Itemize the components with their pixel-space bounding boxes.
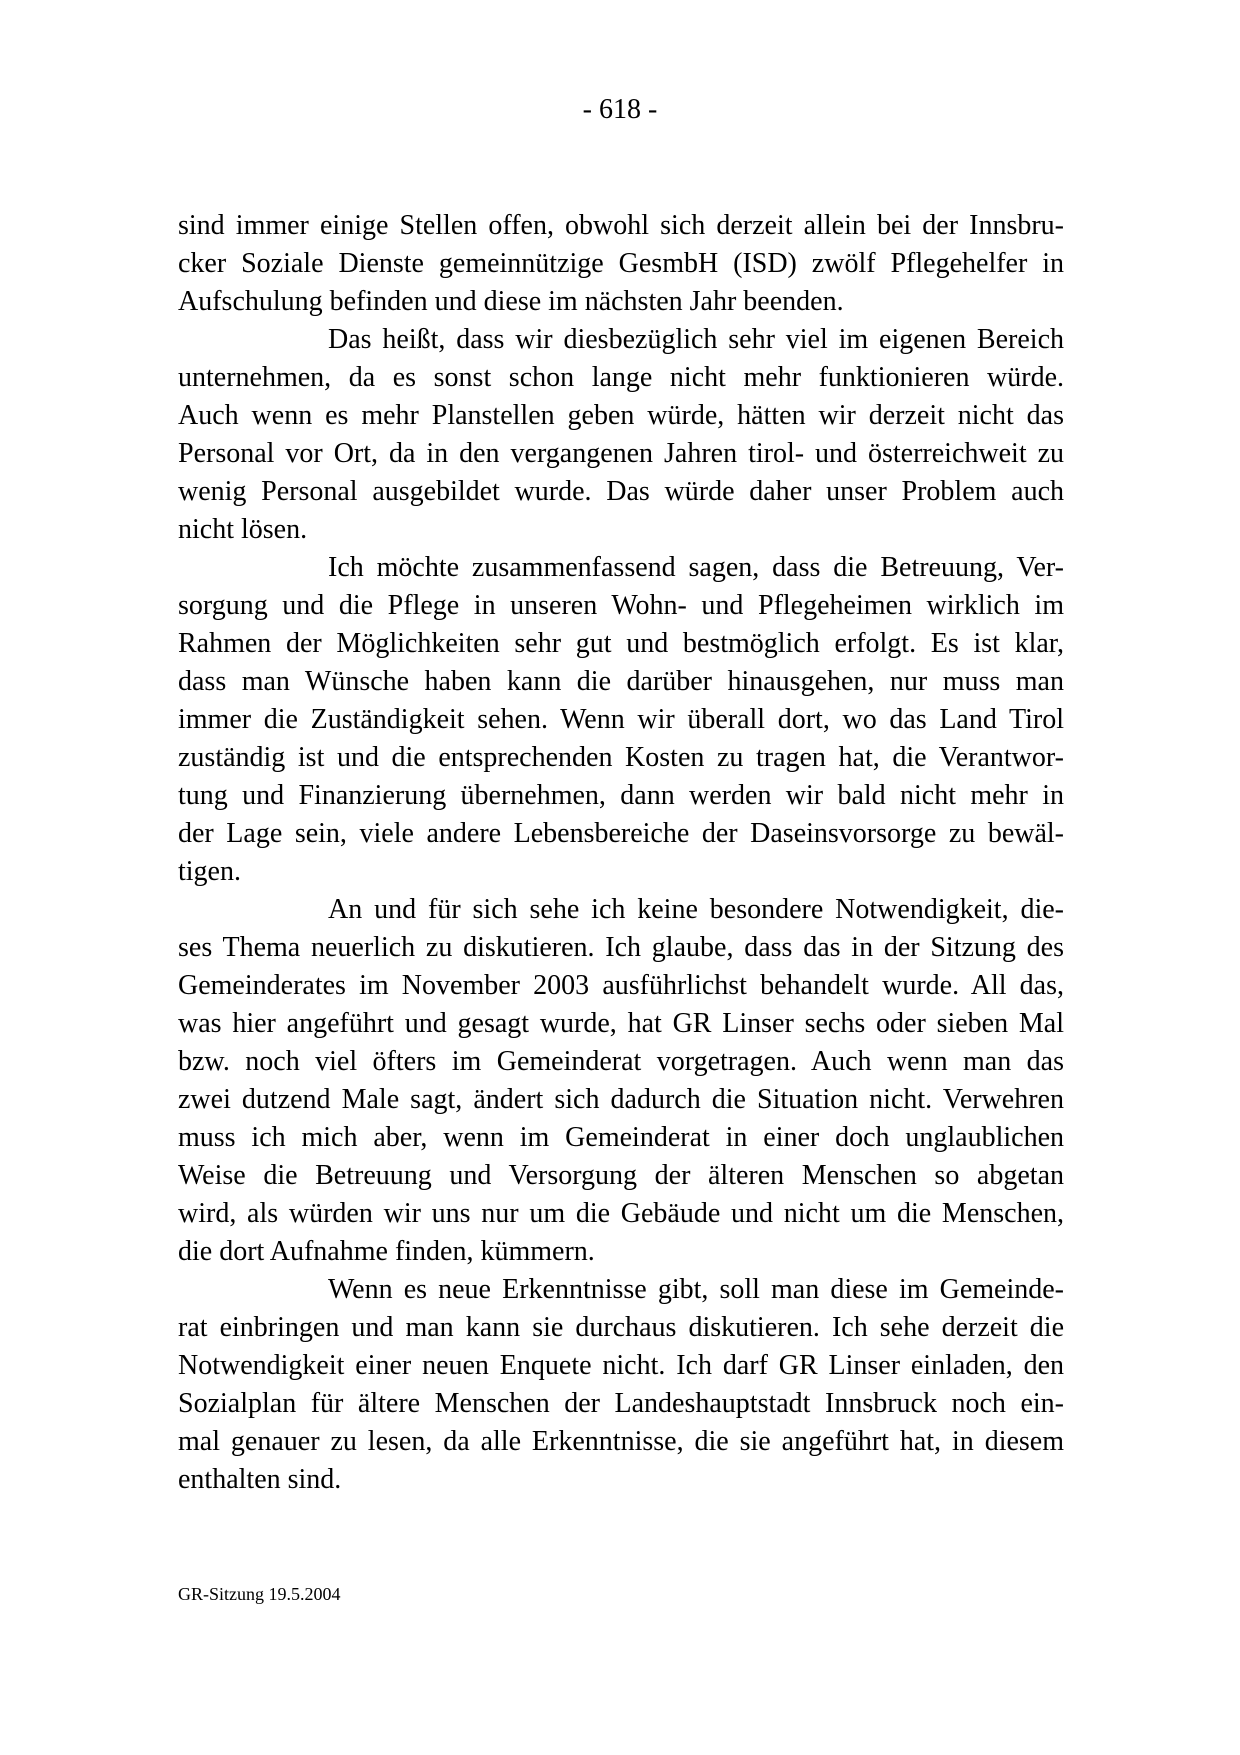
page-number: - 618 - xyxy=(582,94,658,125)
footer-session-label: GR-Sitzung 19.5.2004 xyxy=(178,1584,341,1604)
text-line: Gemeinderates im November 2003 ausführlichst behandelt wurde. All das, xyxy=(178,970,1064,1001)
text-line: Aufschulung befinden und diese im nächsten Jahr beenden. xyxy=(178,286,844,317)
text-line: Personal vor Ort, da in den vergangenen Jahren tirol- und österreichweit zu xyxy=(178,438,1064,469)
text-line: ses Thema neuerlich zu diskutieren. Ich glaube, dass das in der Sitzung des xyxy=(178,932,1064,963)
text-line: rat einbringen und man kann sie durchaus diskutieren. Ich sehe derzeit die xyxy=(178,1312,1064,1343)
text-line: der Lage sein, viele andere Lebensbereiche der Daseinsvorsorge zu bewäl- xyxy=(178,818,1064,849)
text-line: unternehmen, da es sonst schon lange nicht mehr funktionieren würde. xyxy=(178,362,1064,393)
text-line: muss ich mich aber, wenn im Gemeinderat in einer doch unglaublichen xyxy=(178,1122,1064,1153)
text-line: Notwendigkeit einer neuen Enquete nicht. Ich darf GR Linser einladen, den xyxy=(178,1350,1064,1381)
body-text xyxy=(178,207,1064,1499)
text-line: sorgung und die Pflege in unseren Wohn- und Pflegeheimen wirklich im xyxy=(178,590,1064,621)
text-line: bzw. noch viel öfters im Gemeinderat vorgetragen. Auch wenn man das xyxy=(178,1046,1064,1077)
text-line: enthalten sind. xyxy=(178,1464,342,1495)
text-line: wenig Personal ausgebildet wurde. Das würde daher unser Problem auch xyxy=(178,476,1064,507)
text-line: nicht lösen. xyxy=(178,514,308,545)
text-line: was hier angeführt und gesagt wurde, hat GR Linser sechs oder sieben Mal xyxy=(178,1008,1064,1039)
text-line: An und für sich sehe ich keine besondere Notwendigkeit, die- xyxy=(328,894,1064,925)
text-line: wird, als würden wir uns nur um die Gebäude und nicht um die Menschen, xyxy=(178,1198,1064,1229)
text-line: sind immer einige Stellen offen, obwohl sich derzeit allein bei der Innsbru- xyxy=(178,210,1064,241)
text-line: Sozialplan für ältere Menschen der Landeshauptstadt Innsbruck noch ein- xyxy=(178,1388,1064,1419)
text-line: mal genauer zu lesen, da alle Erkenntnisse, die sie angeführt hat, in diesem xyxy=(178,1426,1064,1457)
text-line: tigen. xyxy=(178,856,241,887)
text-line: Wenn es neue Erkenntnisse gibt, soll man diese im Gemeinde- xyxy=(328,1274,1064,1305)
text-line: cker Soziale Dienste gemeinnützige GesmbH (ISD) zwölf Pflegehelfer in xyxy=(178,248,1064,279)
text-line: Ich möchte zusammenfassend sagen, dass die Betreuung, Ver- xyxy=(328,552,1064,583)
text-line: die dort Aufnahme finden, kümmern. xyxy=(178,1236,595,1267)
text-line: dass man Wünsche haben kann die darüber hinausgehen, nur muss man xyxy=(178,666,1064,697)
text-line: tung und Finanzierung übernehmen, dann werden wir bald nicht mehr in xyxy=(178,780,1064,811)
text-line: zwei dutzend Male sagt, ändert sich dadurch die Situation nicht. Verwehren xyxy=(178,1084,1064,1115)
text-line: zuständig ist und die entsprechenden Kosten zu tragen hat, die Verantwor- xyxy=(178,742,1064,773)
text-line: Rahmen der Möglichkeiten sehr gut und bestmöglich erfolgt. Es ist klar, xyxy=(178,628,1064,659)
text-line: immer die Zuständigkeit sehen. Wenn wir überall dort, wo das Land Tirol xyxy=(178,704,1064,735)
text-line: Weise die Betreuung und Versorgung der älteren Menschen so abgetan xyxy=(178,1160,1064,1191)
text-line: Das heißt, dass wir diesbezüglich sehr viel im eigenen Bereich xyxy=(328,324,1064,355)
text-line: Auch wenn es mehr Planstellen geben würde, hätten wir derzeit nicht das xyxy=(178,400,1064,431)
